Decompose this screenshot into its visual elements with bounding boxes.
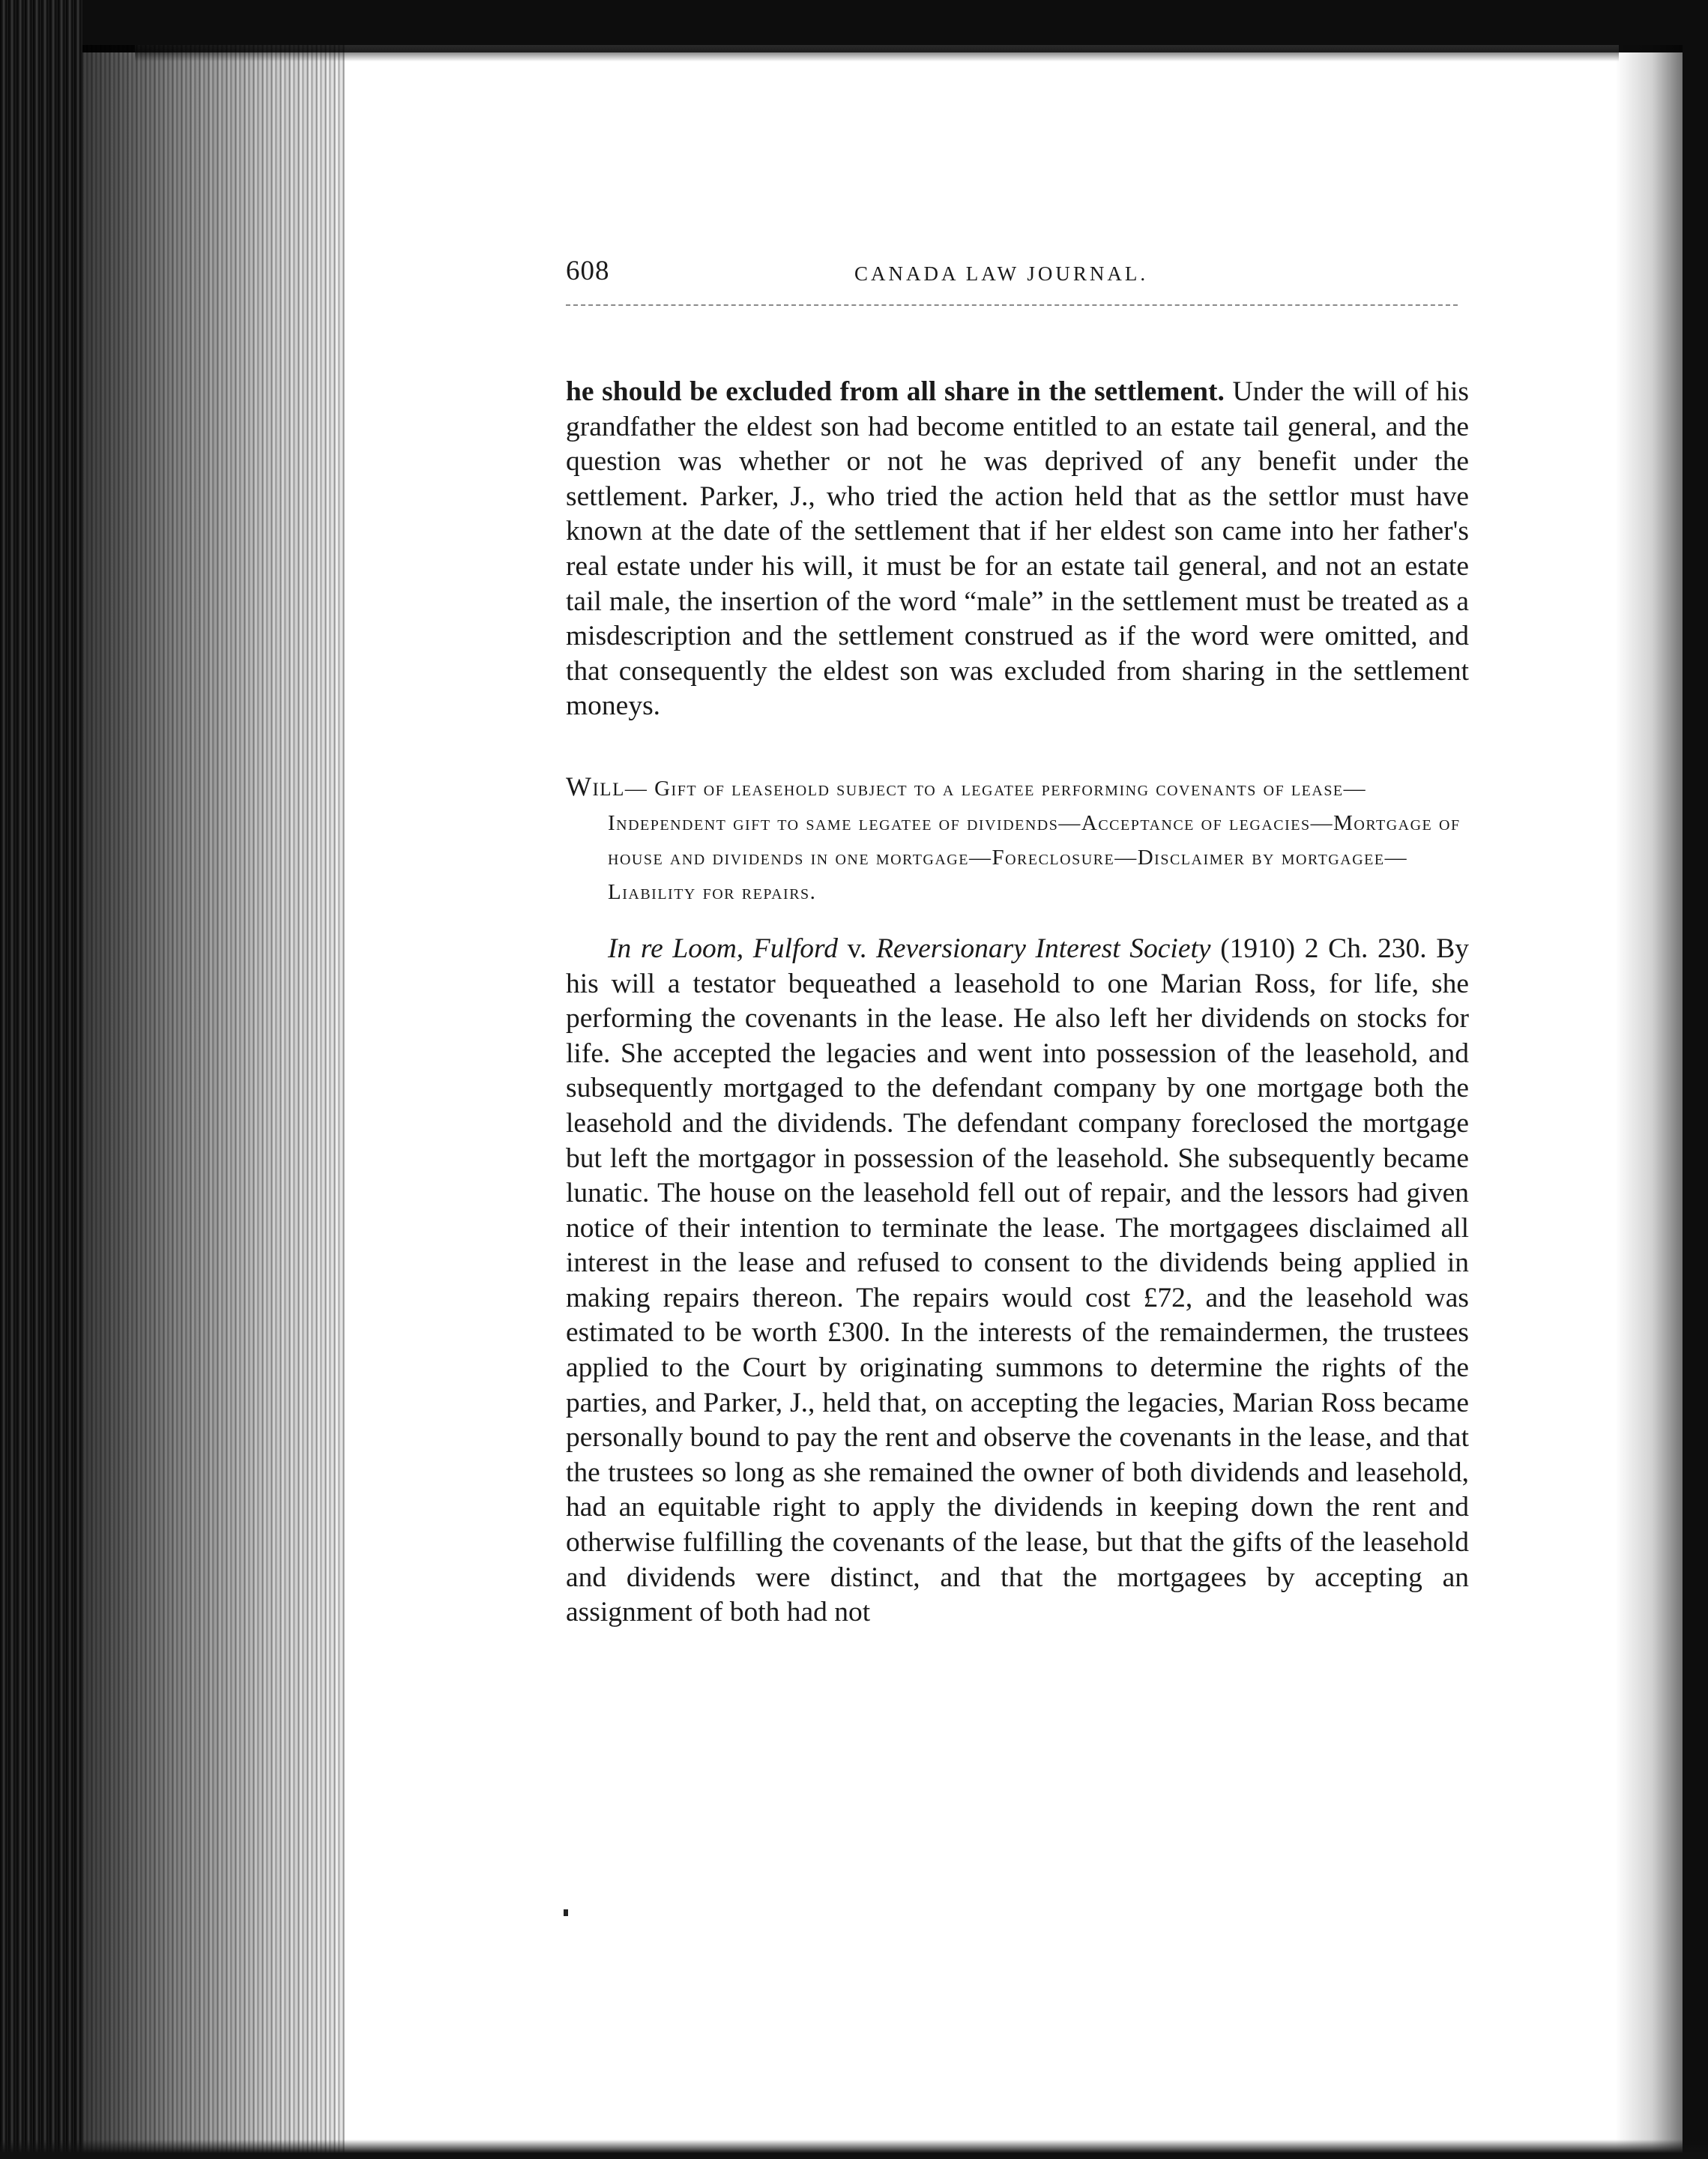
running-header bbox=[566, 255, 1469, 300]
paragraph-lead-text: he should be excluded from all share in the settlement. bbox=[566, 376, 1225, 407]
case-headnote bbox=[566, 769, 1469, 909]
case-citation: (1910) 2 Ch. 230. bbox=[1210, 933, 1427, 964]
paragraph-body-text: Under the will of his grandfather the eldest son had become entitled to an estate tail general, and the question was whether or not he was deprived of any benefit under the settlement. Parker, J., who tried the action held that as the settlor must have known at the date of the settlement that if her eldest son came into her father's real estate under his will, it must be for an estate tail general, and not an estate tail male, the insertion of the word “male” in the settlement must be treated as a misdescription and the settlement construed as if the word were omitted, and that consequently the eldest son was excluded from sharing in the settlement moneys. bbox=[566, 376, 1469, 722]
headnote-lead-word: Will bbox=[566, 771, 625, 801]
scan-top-shadow bbox=[135, 45, 1619, 61]
case-paragraph bbox=[566, 932, 1469, 1630]
book-page-edges bbox=[82, 45, 345, 2159]
header-rule bbox=[566, 304, 1458, 306]
book-page bbox=[566, 255, 1469, 1630]
page-number: 608 bbox=[566, 256, 610, 286]
journal-title: CANADA LAW JOURNAL. bbox=[854, 262, 1149, 285]
headnote-text: — Gift of leasehold subject to a legatee performing covenants of lease—Independent gift to same legatee of dividends—Acceptance of legacies—Mortgage of house and dividends in one mortgage—Foreclosure—Disclaimer by mortgagee—Liability for repairs. bbox=[608, 776, 1461, 904]
case-versus: v. bbox=[837, 933, 876, 964]
scan-bottom-border bbox=[0, 2140, 1708, 2159]
scan-right-border bbox=[1683, 0, 1708, 2159]
scan-right-shadow bbox=[1615, 45, 1683, 2159]
book-spine bbox=[0, 0, 82, 2159]
scan-speck bbox=[564, 1909, 568, 1916]
case-name-second: Reversionary Interest Society bbox=[875, 933, 1211, 964]
paragraph-continued bbox=[566, 375, 1469, 724]
case-name-first: In re Loom, Fulford bbox=[608, 933, 838, 964]
case-body-text: By his will a testator bequeathed a leasehold to one Marian Ross, for life, she performing the covenants in the lease. He also left her dividends on stocks for life. She accepted the legacies and went into possession of the leasehold, and subsequently mortgaged to the defendant company by one mortgage both the leasehold and the dividends. The defendant company foreclosed the mortgage but left the mortgagor in possession of the leasehold. She subsequently became lunatic. The house on the leasehold fell out of repair, and the lessors had given notice of their intention to terminate the lease. The mortgagees disclaimed all interest in the lease and refused to consent to the dividends being applied in making repairs thereon. The repairs would cost £72, and the leasehold was estimated to be worth £300. In the interests of the remaindermen, the trustees applied to the Court by originating summons to determine the rights of the parties, and Parker, J., held that, on accepting the legacies, Marian Ross became personally bound to pay the rent and observe the covenants in the lease, and that the trustees so long as she remained the owner of both dividends and leasehold, had an equitable right to apply the dividends in keeping down the rent and otherwise fulfilling the covenants of the lease, but that the gifts of the leasehold and dividends were distinct, and that the mortgagees by accepting an assignment of both had not bbox=[566, 933, 1469, 1628]
